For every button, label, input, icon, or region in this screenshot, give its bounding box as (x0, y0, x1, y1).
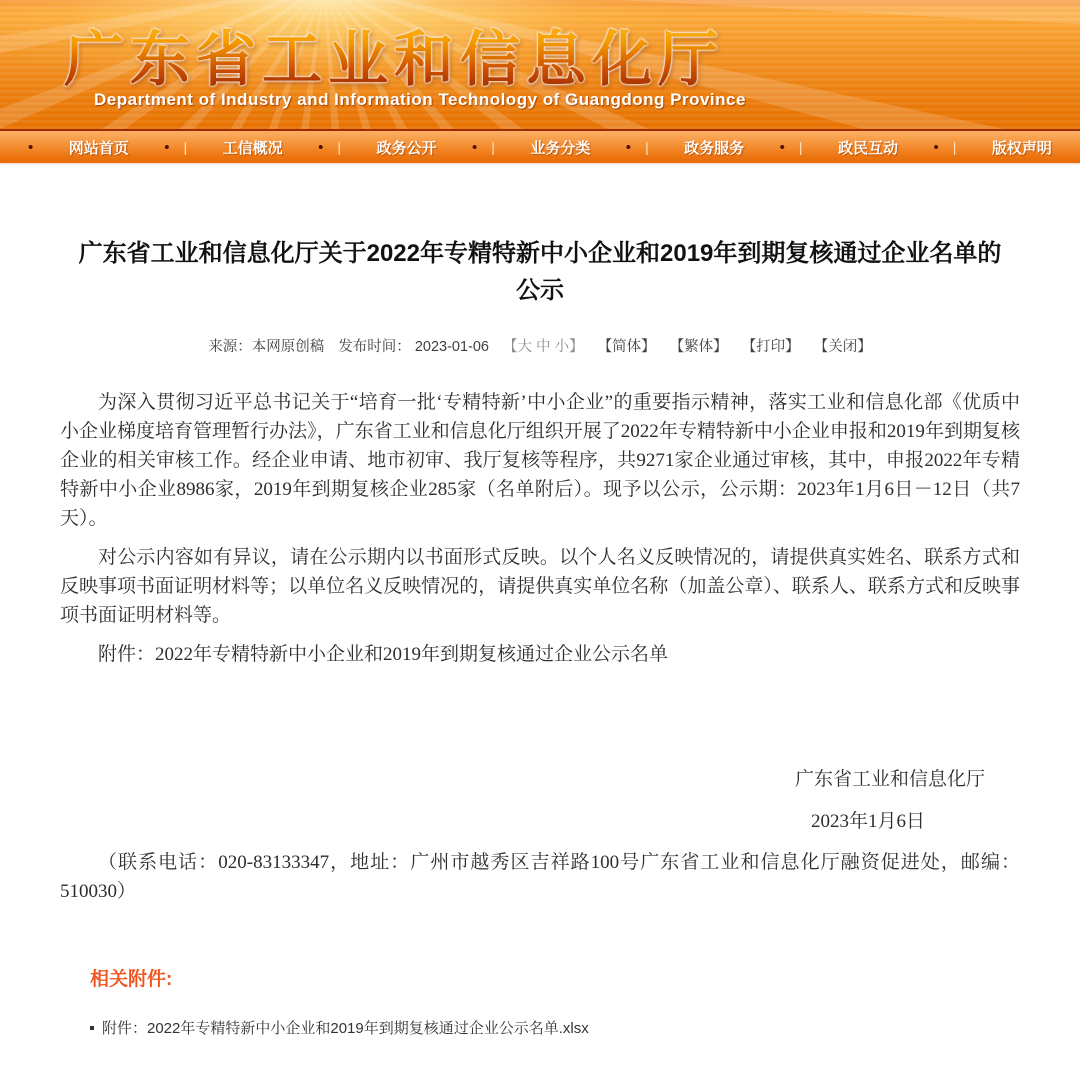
meta-publish-time: 发布时间： 2023-01-06 (338, 339, 489, 355)
article-content (0, 235, 1080, 1038)
nav-separator-bar: | (952, 139, 957, 155)
nav-separator-dot: • (779, 138, 785, 156)
attachment-line: 附件：2022年专精特新中小企业和2019年到期复核通过企业公示名单 (98, 644, 669, 665)
nav-item-business-category[interactable]: 业务分类 (530, 139, 591, 157)
traditional-button[interactable]: 【繁体】 (669, 339, 728, 355)
nav-separator (164, 139, 187, 155)
nav-separator-bar: | (645, 139, 649, 155)
bullet-icon (90, 1026, 94, 1030)
attachment-link[interactable]: 附件：2022年专精特新中小企业和2019年到期复核通过企业公示名单.xlsx (102, 1020, 589, 1037)
article-meta (60, 335, 1020, 356)
close-button[interactable]: 【关闭】 (813, 339, 872, 355)
article-paragraph: 为深入贯彻习近平总书记关于“培育一批‘专精特新’中小企业”的重要指示精神，落实工业和信息化部《优质中小企业梯度培育管理暂行办法》，广东省工业和信息化厅组织开展了2022年专精特新中小企业申报和2019年到期复核企业的相关审核工作。经企业申请、地市初审、我厅复核等程序，共9271家企业通过审核，其中，申报2022年专精特新中小企业8986家，2019年到期复核企业285家（名单附后）。现予以公示，公示期：2023年1月6日－12日（共7天）。 (60, 392, 1020, 529)
nav-separator (934, 139, 957, 155)
nav-separator (318, 139, 341, 155)
nav-item-overview[interactable]: 工信概况 (222, 139, 283, 157)
nav-item-public-interaction[interactable]: 政民互动 (838, 139, 899, 157)
nav-separator-dot: • (625, 138, 632, 156)
article-paragraph: 对公示内容如有异议，请在公示期内以书面形式反映。以个人名义反映情况的，请提供真实姓名、联系方式和反映事项书面证明材料等；以单位名义反映情况的，请提供真实单位名称（加盖公章）、联系人、联系方式和反映事项书面证明材料等。 (60, 547, 1020, 626)
nav-item-gov-services[interactable]: 政务服务 (684, 139, 745, 157)
simplified-button[interactable]: 【简体】 (597, 339, 656, 355)
related-attachments-section (60, 964, 1020, 1038)
nav-separator-bar: | (491, 139, 495, 155)
font-size-control[interactable]: 【大 中 小】 (503, 339, 584, 355)
nav-separator (780, 139, 803, 155)
site-subtitle-en: Department of Industry and Information Technology of Guangdong Province (94, 90, 746, 109)
attachment-link-row (90, 1017, 1020, 1038)
nav-separator (626, 139, 649, 155)
nav-separator (472, 139, 495, 155)
nav-separator-dot: • (471, 138, 478, 156)
nav-separator-dot: • (28, 138, 34, 156)
nav-separator-bar: | (337, 139, 341, 155)
nav-separator-bar: | (183, 139, 188, 155)
contact-info: （联系电话：020-83133347，地址：广州市越秀区吉祥路100号广东省工业和信息化厅融资促进处，邮编：510030） (60, 852, 1020, 902)
related-attachments-heading: 相关附件: (90, 969, 173, 990)
page-title: 广东省工业和信息化厅关于2022年专精特新中小企业和2019年到期复核通过企业名单的公示 (78, 240, 1002, 304)
nav-separator-dot: • (318, 138, 324, 156)
site-title: 广东省工业和信息化厅 (64, 12, 724, 98)
print-button[interactable]: 【打印】 (741, 339, 800, 355)
nav-item-gov-disclosure[interactable]: 政务公开 (376, 139, 437, 157)
nav-item-home[interactable]: 网站首页 (68, 139, 129, 157)
site-banner (0, 0, 1080, 129)
signature-name: 广东省工业和信息化厅 (794, 769, 985, 790)
nav-separator-dot: • (933, 138, 939, 156)
nav-separator-dot: • (164, 138, 170, 156)
signature-date: 2023年1月6日 (810, 811, 925, 832)
main-nav (0, 129, 1080, 163)
meta-source: 来源：本网原创稿 (208, 339, 325, 355)
article-body (60, 388, 1020, 906)
nav-item-copyright[interactable]: 版权声明 (991, 139, 1052, 157)
nav-separator-bar: | (798, 139, 803, 155)
